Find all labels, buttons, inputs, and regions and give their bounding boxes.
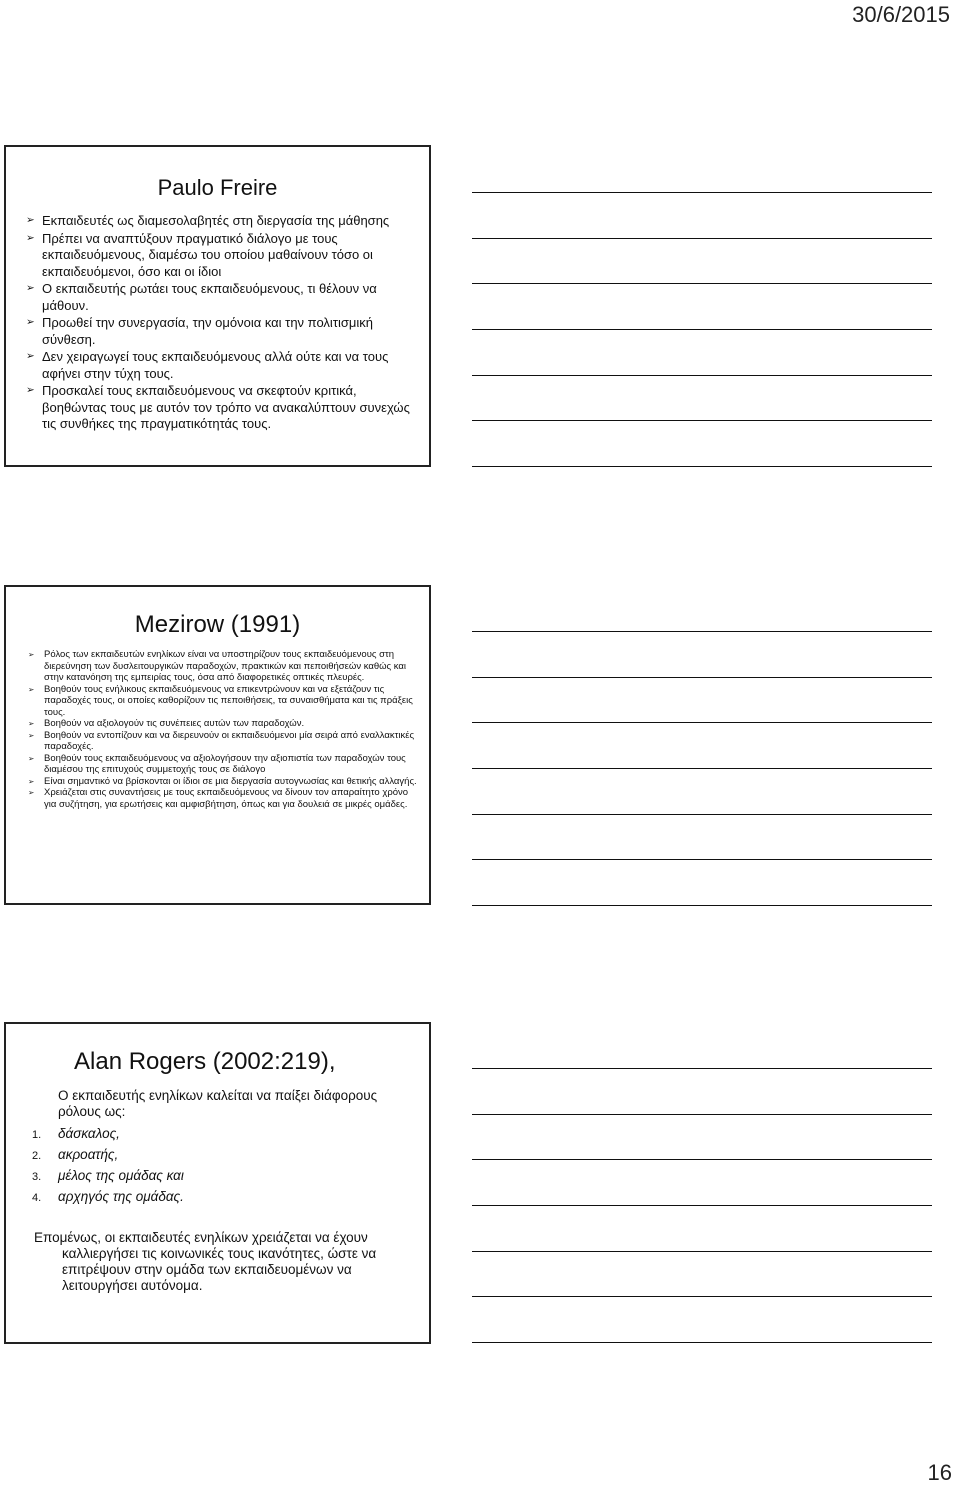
list-item: 3. μέλος της ομάδας και — [32, 1168, 184, 1183]
note-line — [472, 1205, 932, 1206]
list-item: 4. αρχηγός της ομάδας. — [32, 1189, 184, 1204]
note-line — [472, 631, 932, 632]
arrow-bullet-icon: ➢ — [26, 215, 35, 226]
list-item: ➢ Πρέπει να αναπτύξουν πραγματικό διάλογο με τους εκπαιδευόμενους, διαμέσω του οποίου μαθαίνουν τόσο οι εκπαιδευόμενοι, όσο και οι ίδιοι — [26, 230, 373, 279]
note-line — [472, 1114, 932, 1115]
slide-title: Alan Rogers (2002:219), — [74, 1048, 336, 1075]
arrow-bullet-icon: ➢ — [28, 788, 35, 797]
note-line — [472, 768, 932, 769]
list-item: ➢ Προσκαλεί τους εκπαιδευόμενους να σκεφτούν κριτικά, βοηθώντας τους με αυτόν τον τρόπο να ανακαλύπτουν συνεχώς τις συνθήκες της πραγματικότητάς τους. — [26, 383, 410, 431]
slide-title: Paulo Freire — [157, 175, 278, 200]
arrow-bullet-icon: ➢ — [26, 232, 35, 244]
note-line — [472, 677, 932, 678]
slide-alan-rogers — [4, 1022, 431, 1344]
roles-intro: Ο εκπαιδευτής ενηλίκων καλείται να παίξει διάφορους ρόλους ως: — [58, 1088, 378, 1119]
note-line — [472, 192, 932, 193]
note-line — [472, 420, 932, 421]
list-item: 1. δάσκαλος, — [32, 1126, 120, 1141]
note-line — [472, 1068, 932, 1069]
arrow-bullet-icon: ➢ — [26, 351, 35, 362]
arrow-bullet-icon: ➢ — [26, 283, 35, 294]
slide-paulo-freire — [4, 145, 431, 467]
list-item: ➢ Βοηθούν τους ενήλικους εκπαιδευόμενους να επικεντρώνουν και να εξετάζουν τις παραδοχές τους, οι οποίες καθορίζουν τις πεποιθήσεις, τα συναισθήματα και τις πράξεις τους. — [28, 683, 413, 718]
arrow-bullet-icon: ➢ — [26, 317, 35, 328]
arrow-bullet-icon: ➢ — [28, 776, 35, 786]
list-item: ➢ Είναι σημαντικό να βρίσκονται οι ίδιοι σε μια διεργασία αυτογνωσίας και θετικής αλλαγής. — [28, 775, 417, 787]
note-line — [472, 859, 932, 860]
list-item: ➢ Βοηθούν να αξιολογούν τις συνέπειες αυτών των παραδοχών. — [28, 718, 305, 729]
bullet-list — [6, 213, 429, 433]
list-item: ➢ Βοηθούν να εντοπίζουν και να διερευνούν οι εκπαιδευόμενοι μία σειρά από εναλλακτικές παραδοχές. — [28, 729, 415, 752]
note-line — [472, 329, 932, 330]
note-line — [472, 905, 932, 906]
conclusion-paragraph: Επομένως, οι εκπαιδευτές ενηλίκων χρειάζεται να έχουν καλλιεργήσει τις κοινωνικές τους ικανότητες, ώστε να επιτρέψουν στην ομάδα των εκπαιδευομένων να λειτουργήσει αυτόνομα. — [34, 1230, 377, 1293]
note-line — [472, 1251, 932, 1252]
arrow-bullet-icon: ➢ — [26, 385, 35, 396]
note-line — [472, 814, 932, 815]
arrow-bullet-icon: ➢ — [28, 719, 35, 728]
note-line — [472, 238, 932, 239]
slide-title: Mezirow (1991) — [134, 611, 301, 638]
list-item: ➢ Βοηθούν τους εκπαιδευόμενους να αξιολογήσουν την αξιοπιστία των παραδοχών τους διαμέσου της επιτυχούς συμμετοχής τους σε διάλογο — [28, 752, 406, 775]
list-item: ➢ Ο εκπαιδευτής ρωτάει τους εκπαιδευόμενους, τι θέλουν να μάθουν. — [26, 281, 377, 313]
arrow-bullet-icon: ➢ — [28, 753, 35, 763]
roles-list — [6, 1126, 429, 1206]
list-item: ➢ Ρόλος των εκπαιδευτών ενηλίκων είναι να υποστηρίζουν τους εκπαιδευόμενους στη διερεύνηση των δυσλειτουργικών παραδοχών, πρακτικών και πεποιθήσεών καθώς και στην κατανόηση της εμπειρίας τους, όσα από διαφορετικές οπτικές πλευρές. — [28, 649, 406, 683]
list-item: ➢ Προωθεί την συνεργασία, την ομόνοια και την πολιτισμική σύνθεση. — [26, 315, 373, 347]
print-date: 30/6/2015 — [852, 2, 950, 27]
list-item: ➢ Χρειάζεται στις συναντήσεις με τους εκπαιδευόμενους να δίνουν τον απαραίτητο χρόνο για συζήτηση, για ερωτήσεις και αμφισβήτηση, όπως και για δουλειά σε μικρές ομάδες. — [28, 787, 409, 810]
list-item: 2. ακροατής, — [32, 1147, 119, 1162]
arrow-bullet-icon: ➢ — [28, 650, 35, 659]
note-line — [472, 1342, 932, 1343]
bullet-list — [6, 649, 429, 810]
note-line — [472, 1296, 932, 1297]
note-line — [472, 375, 932, 376]
note-line — [472, 1159, 932, 1160]
note-line — [472, 283, 932, 284]
slide-mezirow — [4, 585, 431, 905]
page-number: 16 — [927, 1460, 952, 1485]
note-line — [472, 466, 932, 467]
list-item: ➢ Δεν χειραγωγεί τους εκπαιδευόμενους αλλά ούτε και να τους αφήνει στην τύχη τους. — [26, 349, 389, 381]
list-item: ➢ Εκπαιδευτές ως διαμεσολαβητές στη διεργασία της μάθησης — [26, 213, 390, 228]
arrow-bullet-icon: ➢ — [28, 730, 35, 740]
note-line — [472, 722, 932, 723]
arrow-bullet-icon: ➢ — [28, 684, 35, 694]
